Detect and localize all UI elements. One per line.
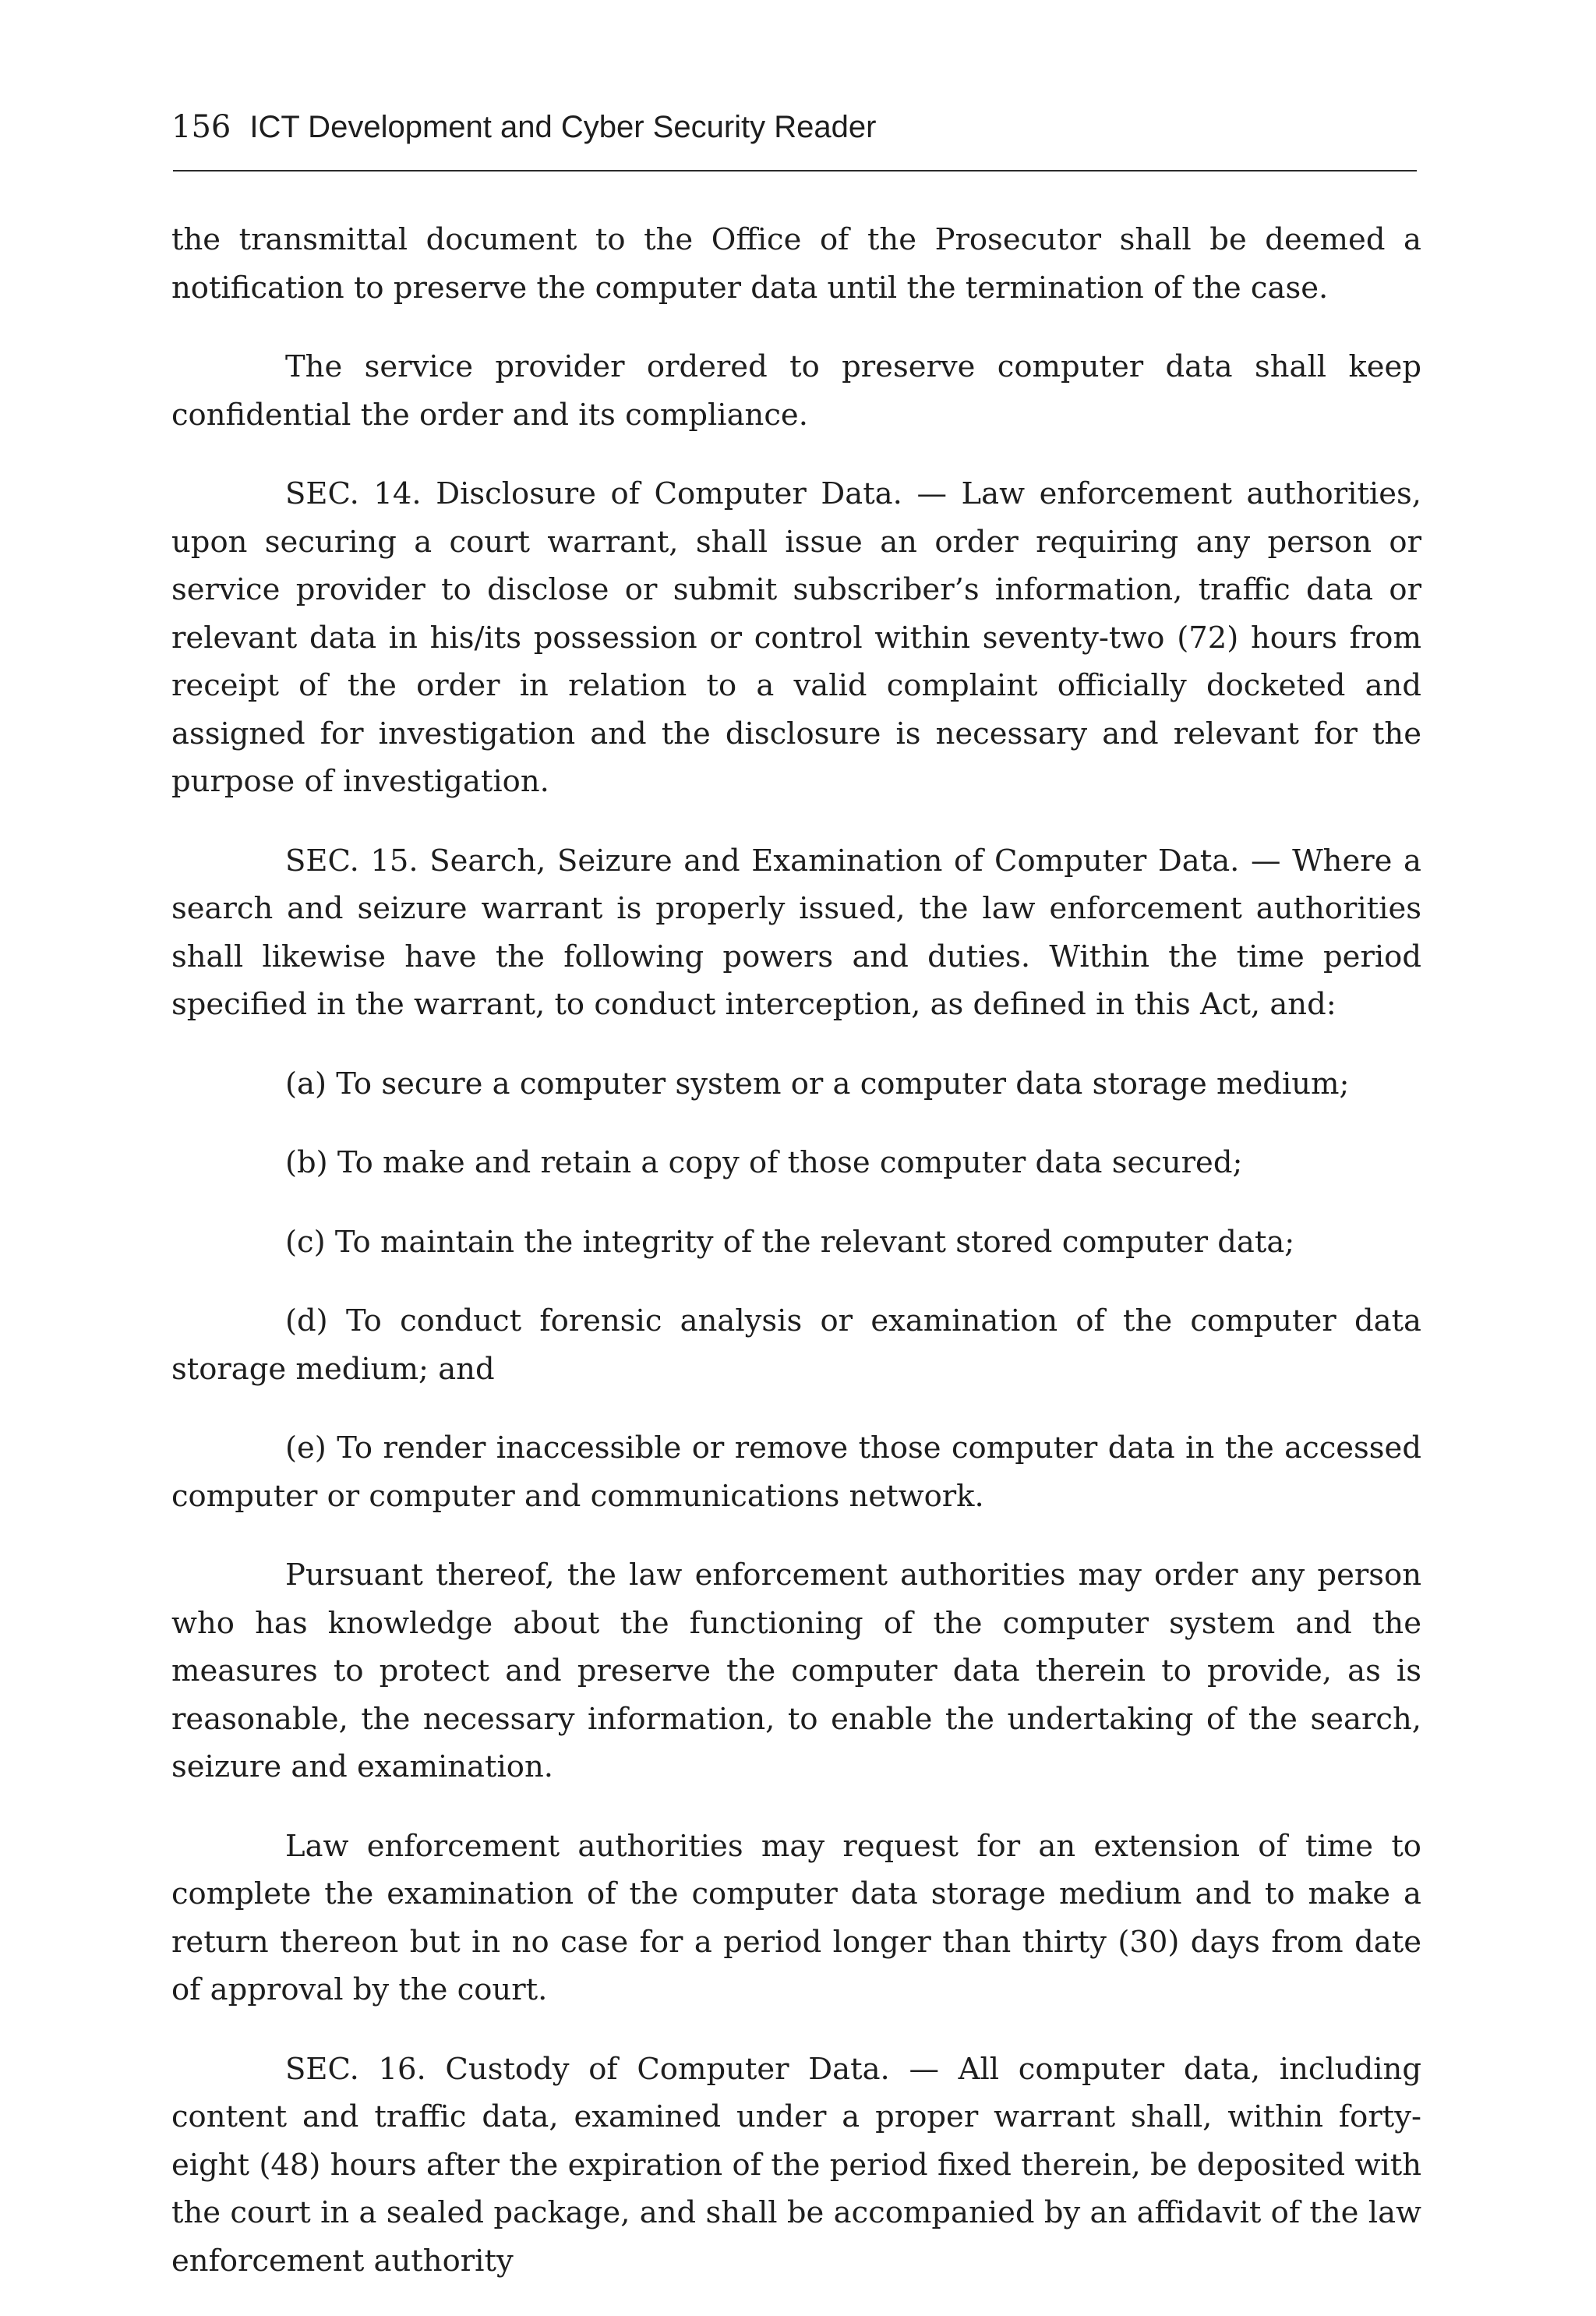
page-number: 156 <box>171 109 231 145</box>
paragraph-extension: Law enforcement authorities may request for an extension of time to complete the examination of the computer data storage medium and to make a return thereon but in no case for a period longer than thirty (30) days from date of approval by the court. <box>171 1828 1421 2007</box>
list-item-b: (b) To make and retain a copy of those computer data secured; <box>285 1145 1243 1180</box>
list-item-c: (c) To maintain the integrity of the relevant stored computer data; <box>285 1224 1295 1260</box>
running-header <box>171 109 1418 156</box>
list-item-a: (a) To secure a computer system or a computer data storage medium; <box>285 1066 1350 1101</box>
paragraph-continuation: the transmittal document to the Office of the Prosecutor shall be deemed a notification to preserve the computer data until the termination of the case. <box>171 222 1421 306</box>
list-item-d: (d) To conduct forensic analysis or examination of the computer data storage medium; and <box>171 1303 1421 1387</box>
paragraph-sec-14: SEC. 14. Disclosure of Computer Data. — Law enforcement authorities, upon securing a court warrant, shall issue an order requiring any person or service provider to disclose or submit subscriber’s information, traffic data or relevant data in his/its possession or control within seventy-two (72) hours from receipt of the order in relation to a valid complaint officially docketed and assigned for investigation and the disclosure is necessary and relevant for the purpose of investigation. <box>171 476 1421 799</box>
body-text <box>171 216 1421 2316</box>
list-item-e: (e) To render inaccessible or remove those computer data in the accessed computer or computer and communications network. <box>171 1430 1421 1514</box>
paragraph-sec-16: SEC. 16. Custody of Computer Data. — All computer data, including content and traffic data, examined under a proper warrant shall, within forty-eight (48) hours after the expiration of the period fixed therein, be deposited with the court in a sealed package, and shall be accompanied by an affidavit of the law enforcement authority <box>171 2051 1421 2279</box>
header-divider <box>173 170 1417 171</box>
book-title: ICT Development and Cyber Security Reader <box>249 110 877 144</box>
paragraph-sec-15: SEC. 15. Search, Seizure and Examination of Computer Data. — Where a search and seizure warrant is properly issued, the law enforcement authorities shall likewise have the following powers and duties. Within the time period specified in the warrant, to conduct interception, as defined in this Act, and: <box>171 843 1421 1022</box>
paragraph-pursuant: Pursuant thereof, the law enforcement authorities may order any person who has knowledge about the functioning of the computer system and the measures to protect and preserve the computer data therein to provide, as is reasonable, the necessary information, to enable the undertaking of the search, seizure and examination. <box>171 1558 1421 1784</box>
paragraph-confidentiality: The service provider ordered to preserve computer data shall keep confidential the order and its compliance. <box>171 349 1421 433</box>
